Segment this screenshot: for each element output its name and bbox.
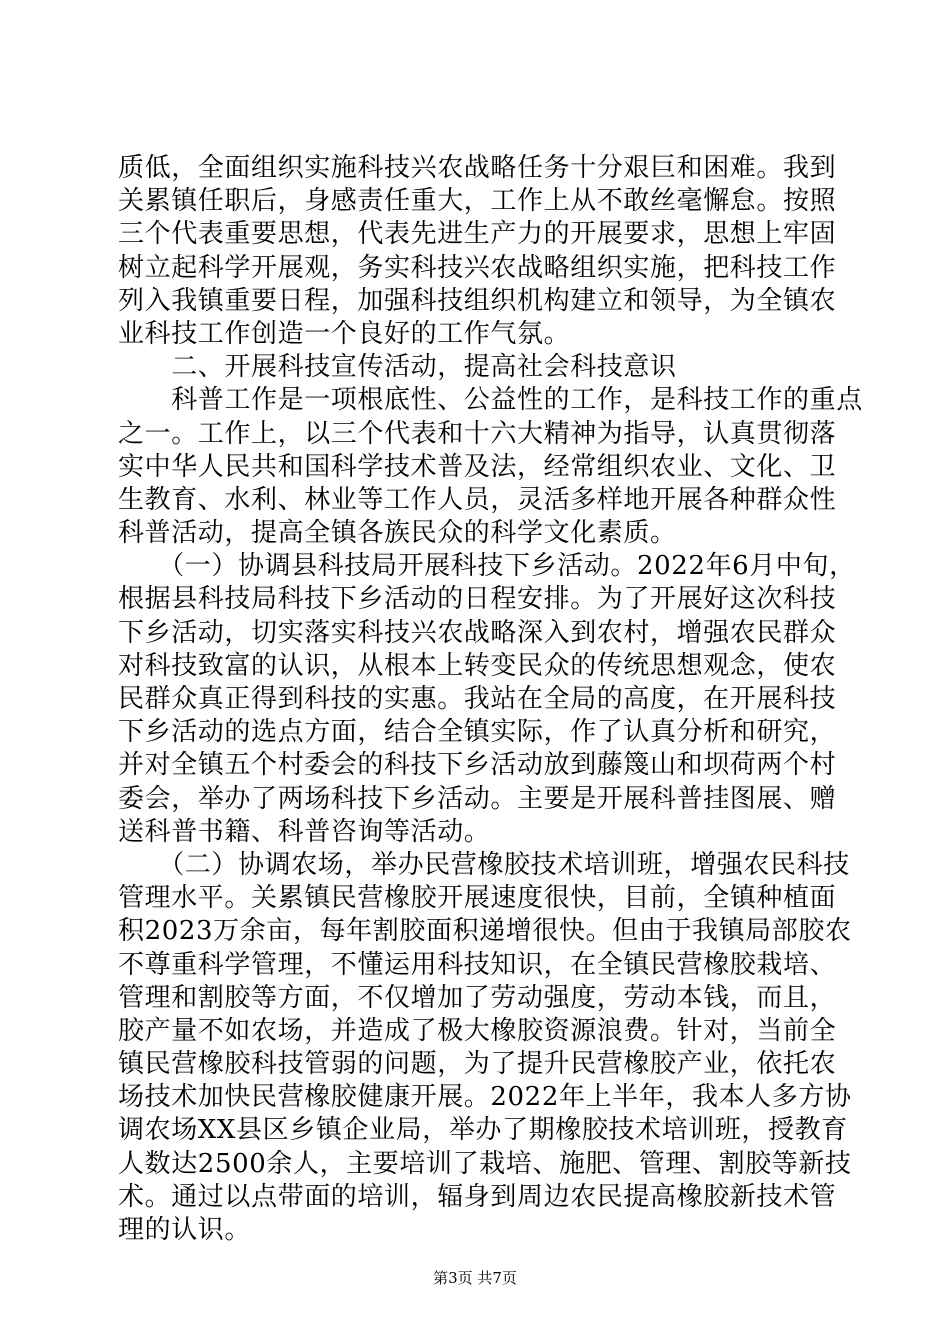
text-line: 不尊重科学管理，不懂运用科技知识，在全镇民营橡胶栽培、 xyxy=(118,949,837,980)
text-line: 送科普书籍、科普咨询等活动。 xyxy=(118,816,491,847)
text-line: 民群众真正得到科技的实惠。我站在全局的高度，在开展科技 xyxy=(118,684,837,714)
text-line: 人数达2500余人，主要培训了栽培、施肥、管理、割胶等新技 xyxy=(118,1148,852,1179)
text-line: 实中华人民共和国科学技术普及法，经常组织农业、文化、卫 xyxy=(118,451,837,482)
text-line: 关累镇任职后，身感责任重大，工作上从不敢丝毫懈怠。按照 xyxy=(118,186,837,217)
text-line: 根据县科技局科技下乡活动的日程安排。为了开展好这次科技 xyxy=(118,584,837,615)
text-line: 质低，全面组织实施科技兴农战略任务十分艰巨和困难。我到 xyxy=(118,153,837,183)
page-number-footer: 第3页 共7页 xyxy=(433,1269,517,1287)
text-line: 管理和割胶等方面，不仅增加了劳动强度，劳动本钱，而且， xyxy=(118,982,837,1013)
text-line: （一）协调县科技局开展科技下乡活动。2022年6月中旬， xyxy=(118,551,856,582)
document-body xyxy=(118,152,863,1247)
text-line: 树立起科学开展观，务实科技兴农战略组织实施，把科技工作 xyxy=(118,252,837,283)
text-line: 调农场XX县区乡镇企业局，举办了期橡胶技术培训班，授教育 xyxy=(118,1115,848,1146)
text-line: 镇民营橡胶科技管弱的问题，为了提升民营橡胶产业，依托农 xyxy=(118,1049,837,1080)
text-line: （二）协调农场，举办民营橡胶技术培训班，增强农民科技 xyxy=(118,849,850,880)
text-line: 积2023万余亩，每年割胶面积递增很快。但由于我镇局部胶农 xyxy=(118,916,852,947)
text-line: 胶产量不如农场，并造成了极大橡胶资源浪费。针对，当前全 xyxy=(118,1015,837,1046)
text-line: 术。通过以点带面的培训，辐身到周边农民提高橡胶新技术管 xyxy=(118,1181,837,1212)
text-line: 对科技致富的认识，从根本上转变民众的传统思想观念，使农 xyxy=(118,650,837,681)
text-line: 生教育、水利、林业等工作人员，灵活多样地开展各种群众性 xyxy=(118,484,837,515)
text-line: 下乡活动，切实落实科技兴农战略深入到农村，增强农民群众 xyxy=(118,617,837,648)
text-line: 之一。工作上，以三个代表和十六大精神为指导，认真贯彻落 xyxy=(118,418,837,449)
text-line: 业科技工作创造一个良好的工作气氛。 xyxy=(118,318,571,349)
text-line: 场技术加快民营橡胶健康开展。2022年上半年，我本人多方协 xyxy=(118,1082,852,1113)
text-line: 管理水平。关累镇民营橡胶开展速度很快，目前，全镇种植面 xyxy=(118,883,837,914)
text-line: 理的认识。 xyxy=(118,1215,252,1245)
section-heading: 二、开展科技宣传活动，提高社会科技意识 xyxy=(118,352,677,383)
text-line: 下乡活动的选点方面，结合全镇实际，作了认真分析和研究， xyxy=(118,717,837,748)
text-line: 并对全镇五个村委会的科技下乡活动放到藤篾山和坝荷两个村 xyxy=(118,750,837,781)
text-line: 列入我镇重要日程，加强科技组织机构建立和领导，为全镇农 xyxy=(118,285,837,316)
text-line: 委会，举办了两场科技下乡活动。主要是开展科普挂图展、赠 xyxy=(118,783,837,814)
text-line: 三个代表重要思想，代表先进生产力的开展要求，思想上牢固 xyxy=(118,219,837,250)
text-line: 科普活动，提高全镇各族民众的科学文化素质。 xyxy=(118,518,677,549)
text-line: 科普工作是一项根底性、公益性的工作，是科技工作的重点 xyxy=(118,385,863,416)
